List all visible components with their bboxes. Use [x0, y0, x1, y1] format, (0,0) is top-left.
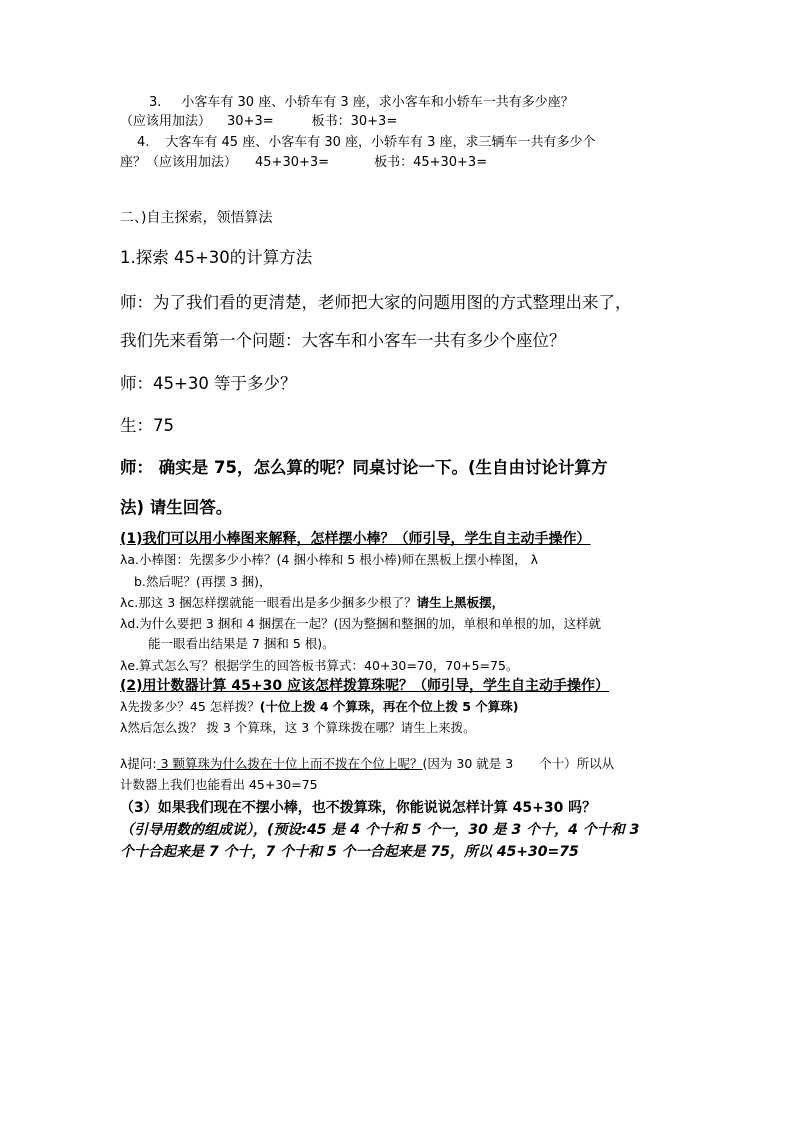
part1-step-c-text: λc.那这 3 捆怎样摆就能一眼看出是多少捆多少根了？: [120, 595, 417, 610]
part3-title: （3）如果我们现在不摆小棒，也不拨算珠，你能说说怎样计算 45+30 吗？: [120, 800, 597, 816]
teacher-line1: 师：为了我们看的更清楚，老师把大家的问题用图的方式整理出来了，: [120, 293, 632, 312]
section2-subheading: 1.探索 45+30的计算方法: [120, 248, 313, 267]
part3-line2: 个十合起来是 7 个十，7 个十和 5 个一合起来是 75，所以 45+30=75: [120, 844, 579, 860]
part2-title: (2)用计数器计算 45+30 应该怎样拨算珠呢？（师引导，学生自主动手操作）: [120, 678, 609, 694]
part1-step-c-bold: 请生上黑板摆，: [416, 595, 505, 610]
part1-step-c: [120, 595, 504, 611]
part2-step3-question: 3 颗算珠为什么拨在十位上而不拨在个位上呢？: [156, 756, 423, 771]
item4-line1: [137, 135, 596, 151]
item3-board: 板书：30+3=: [311, 114, 398, 129]
teacher-discussion-line2: 法) 请生回答。: [120, 498, 233, 517]
part2-step3-prefix: λ提问:: [120, 756, 157, 771]
part1-title: (1)我们可以用小棒图来解释，怎样摆小棒？（师引导，学生自主动手操作）: [120, 531, 591, 547]
student-answer: 生：75: [120, 416, 174, 435]
part1-step-d: λd.为什么要把 3 捆和 4 捆摆在一起？(因为整捆和整捆的加，单根和单根的加，这样就: [120, 616, 601, 631]
part1-step-e: λe.算式怎么写？根据学生的回答板书算式：40+30=70，70+5=75。: [120, 658, 519, 673]
part2-step1-bold: (十位上拨 4 个算珠，再在个位上拨 5 个算珠): [259, 699, 519, 714]
part1-step-b: b.然后呢？(再摆 3 捆)，: [134, 574, 272, 589]
part2-step3-cont: 计数器上我们也能看出 45+30=75: [120, 777, 318, 792]
item3-number: 3.: [149, 95, 162, 110]
item3-hint: （应该用加法）: [120, 114, 212, 129]
item3-line1: [149, 95, 574, 111]
item4-board: 板书：45+30+3=: [374, 155, 488, 170]
part2-step3: [120, 756, 614, 772]
item4-expr: 45+30+3=: [255, 155, 330, 170]
item3-question: 小客车有 30 座、小轿车有 3 座，求小客车和小轿车一共有多少座？: [181, 95, 574, 110]
part3-line1: （引导用数的组成说），(预设:45 是 4 个十和 5 个一，30 是 3 个十，4 个十和 3: [120, 822, 640, 838]
part2-step1-text: λ先拨多少？45 怎样拨？: [120, 699, 260, 714]
part1-step-d-cont: 能一眼看出结果是 7 捆和 5 根)。: [148, 636, 335, 651]
item3-line2: [120, 114, 397, 130]
teacher-line2: 我们先来看第一个问题：大客车和小客车一共有多少个座位？: [120, 331, 566, 350]
teacher-question: 师：45+30 等于多少？: [120, 374, 297, 393]
item3-expr: 30+3=: [227, 114, 274, 129]
part1-step-a: λa.小棒图：先摆多少小棒？(4 捆小棒和 5 根小棒)师在黑板上摆小棒图， λ: [120, 552, 538, 567]
item4-number: 4.: [137, 135, 150, 150]
part2-step3-answer-a: (因为 30 就是 3: [422, 756, 514, 771]
part2-step2: λ然后怎么拨？ 拨 3 个算珠，这 3 个算珠拨在哪？请生上来拨。: [120, 720, 476, 735]
item4-question: 大客车有 45 座、小客车有 30 座，小轿车有 3 座，求三辆车一共有多少个: [165, 135, 596, 150]
part2-step3-answer-b: 个十）所以从: [539, 756, 615, 771]
item4-question-cont: 座？（应该用加法）: [120, 155, 238, 170]
teacher-discussion-line1: 师： 确实是 75，怎么算的呢？同桌讨论一下。(生自由讨论计算方: [120, 458, 608, 477]
part2-step1: [120, 699, 519, 715]
item4-line2: [120, 155, 487, 171]
section2-heading: 二、)自主探索，领悟算法: [120, 210, 273, 226]
